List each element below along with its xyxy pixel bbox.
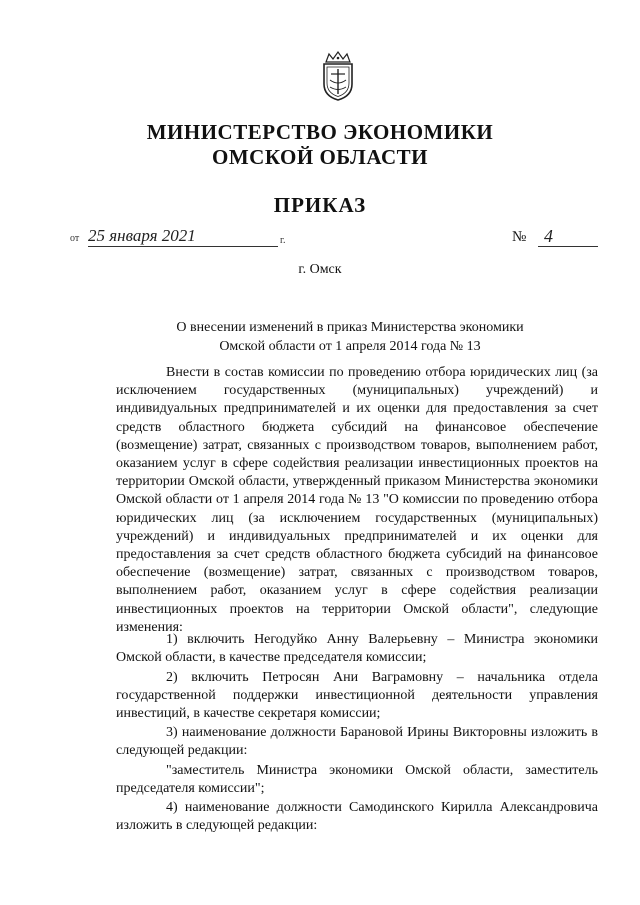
subject-line1: О внесении изменений в приказ Министерства экономики xyxy=(176,320,524,335)
item-3-paragraph: 3) наименование должности Барановой Ирины Викторовны изложить в следующей редакции: xyxy=(116,725,598,759)
item-2-paragraph: 2) включить Петросян Ани Ваграмовну – начальника отдела государственной поддержки инвестиционной деятельности управления инвестиций, в качестве секретаря комиссии; xyxy=(116,670,598,722)
ministry-name-line1: МИНИСТЕРСТВО ЭКОНОМИКИ xyxy=(146,120,494,144)
date-prefix: от xyxy=(70,233,80,244)
document-type-title: ПРИКАЗ xyxy=(273,193,367,217)
date-handwritten: 25 января 2021 xyxy=(88,226,278,247)
body-item2-block xyxy=(116,669,598,724)
subject-line2: Омской области от 1 апреля 2014 года № 13 xyxy=(219,339,481,354)
body-item1-block xyxy=(116,631,598,667)
body-item4-block xyxy=(116,799,598,835)
city: г. Омск xyxy=(298,262,342,277)
number-handwritten: 4 xyxy=(538,226,598,247)
omsk-coat-of-arms-icon xyxy=(318,50,358,102)
order-subject xyxy=(120,318,580,356)
order-number xyxy=(512,226,602,250)
body-item3-quote-block xyxy=(116,762,598,798)
body-intro-block xyxy=(116,364,598,637)
item-3-quote-paragraph: "заместитель Министра экономики Омской области, заместитель председателя комиссии"; xyxy=(116,763,598,797)
body-item3-block xyxy=(116,724,598,760)
date-suffix: г. xyxy=(280,235,286,246)
number-label: № xyxy=(512,229,527,245)
ministry-name-line2: ОМСКОЙ ОБЛАСТИ xyxy=(212,145,428,169)
body-intro-paragraph: Внести в состав комиссии по проведению отбора юридических лиц (за исключением государственных (муниципальных) учреждений) и индивидуальных предпринимателей и их оценки для предоставления за счет средств областного бюджета субсидий на финансовое обеспечение (возмещение) затрат, связанных с производством товаров, выполнением работ, оказанием услуг в сфере содействия реализации инвестиционных проектов на территории Омской области, утвержденный приказом Министерства экономики Омской области от 1 апреля 2014 года № 13 "О комиссии по проведению отбора юридических лиц (за исключением государственных (муниципальных) учреждений) и индивидуальных предпринимателей и их оценки для предоставления за счет средств областного бюджета субсидий на финансовое обеспечение (возмещение) затрат, связанных с производством товаров, выполнением работ, оказанием услуг в сфере содействия реализации инвестиционных проектов на территории Омской области", следующие изменения: xyxy=(116,365,598,635)
item-1-paragraph: 1) включить Негодуйко Анну Валерьевну – Министра экономики Омской области, в качестве председателя комиссии; xyxy=(116,632,598,666)
item-4-paragraph: 4) наименование должности Самодинского Кирилла Александровича изложить в следующей редакции: xyxy=(116,800,598,834)
order-date xyxy=(70,226,310,250)
